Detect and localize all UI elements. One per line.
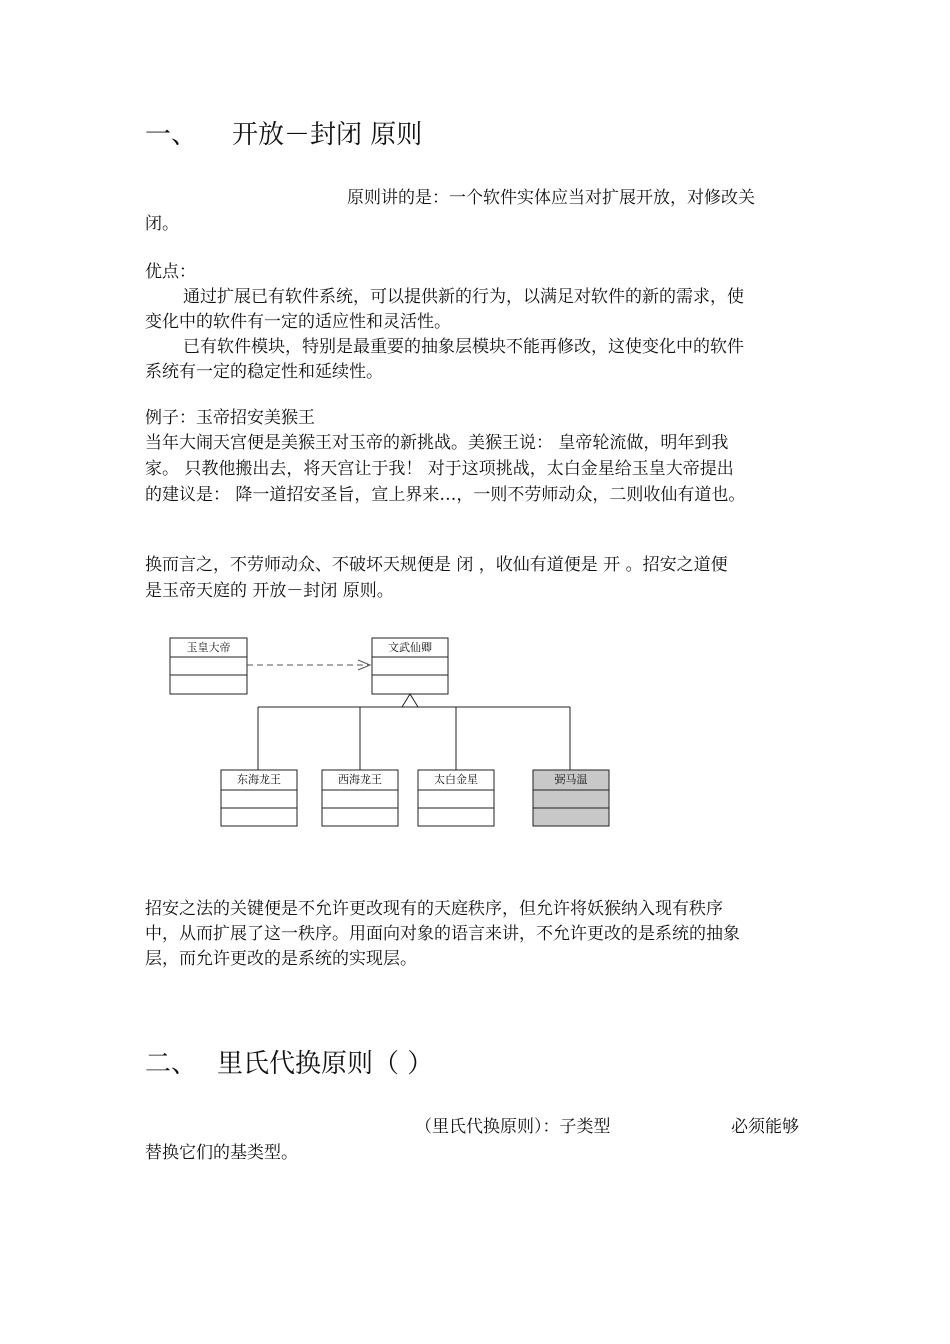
advantage-2-line1: 已有软件模块，特别是最重要的抽象层模块不能再修改，这使变化中的软件: [183, 337, 744, 357]
uml-class-impl-4-name: 弼马温: [554, 773, 588, 786]
uml-class-impl-3: [418, 770, 494, 826]
uml-class-abstract: [372, 638, 448, 694]
uml-class-client-name: 玉皇大帝: [186, 641, 231, 654]
section2-number: 二、: [145, 1049, 198, 1079]
uml-class-impl-3-name: 太白金星: [434, 773, 478, 786]
advantage-1-line2: 变化中的软件有一定的适应性和灵活性。: [145, 312, 451, 332]
summary-line2: 是玉帝天庭的 开放－封闭 原则。: [145, 581, 394, 601]
advantages-label: 优点：: [145, 262, 196, 282]
uml-class-abstract-name: 文武仙卿: [388, 641, 432, 654]
section2-title: 里氏代换原则（ ）: [217, 1049, 434, 1079]
uml-class-impl-2: [322, 770, 398, 826]
uml-class-impl-1: [221, 770, 297, 826]
section1-title: 开放－封闭 原则: [232, 120, 423, 150]
section2-definition-part1: （里氏代换原则）：子类型: [415, 1117, 611, 1137]
section1-definition-line1: 原则讲的是：一个软件实体应当对扩展开放，对修改关: [347, 188, 755, 208]
section2-definition-line2: 替换它们的基类型。: [145, 1143, 298, 1163]
section1-definition-line2: 闭。: [145, 214, 179, 234]
summary-line1: 换而言之，不劳师动众、不破坏天规便是 闭 ，收仙有道便是 开 。招安之道便: [145, 555, 728, 575]
example-title: 例子：玉帝招安美猴王: [145, 408, 315, 428]
advantage-1-line1: 通过扩展已有软件系统，可以提供新的行为，以满足对软件的新的需求，使: [183, 287, 744, 307]
uml-class-impl-1-name: 东海龙王: [237, 773, 281, 786]
advantage-2-line2: 系统有一定的稳定性和延续性。: [145, 362, 383, 382]
inheritance-lines: [258, 707, 570, 770]
example-line2: 家。 只教他搬出去，将天宫让于我！ 对于这项挑战，太白金星给玉皇大帝提出: [145, 459, 734, 479]
section1-number: 一、: [145, 120, 198, 150]
section2-definition-part2: 必须能够: [731, 1117, 799, 1137]
generalization-triangle: [402, 694, 418, 707]
conclusion-line3: 层，而允许更改的是系统的实现层。: [145, 949, 417, 969]
example-line3: 的建议是： 降一道招安圣旨，宣上界来…，一则不劳师动众，二则收仙有道也。: [145, 485, 746, 505]
conclusion-line1: 招安之法的关键便是不允许更改现有的天庭秩序，但允许将妖猴纳入现有秩序: [145, 899, 723, 919]
uml-class-client: [170, 638, 247, 694]
example-line1: 当年大闹天宫便是美猴王对玉帝的新挑战。美猴王说： 皇帝轮流做，明年到我: [145, 433, 729, 453]
conclusion-line2: 中，从而扩展了这一秩序。用面向对象的语言来讲，不允许更改的是系统的抽象: [145, 924, 740, 944]
uml-class-impl-2-name: 西海龙王: [338, 773, 382, 786]
uml-class-impl-4-new: [533, 770, 609, 826]
